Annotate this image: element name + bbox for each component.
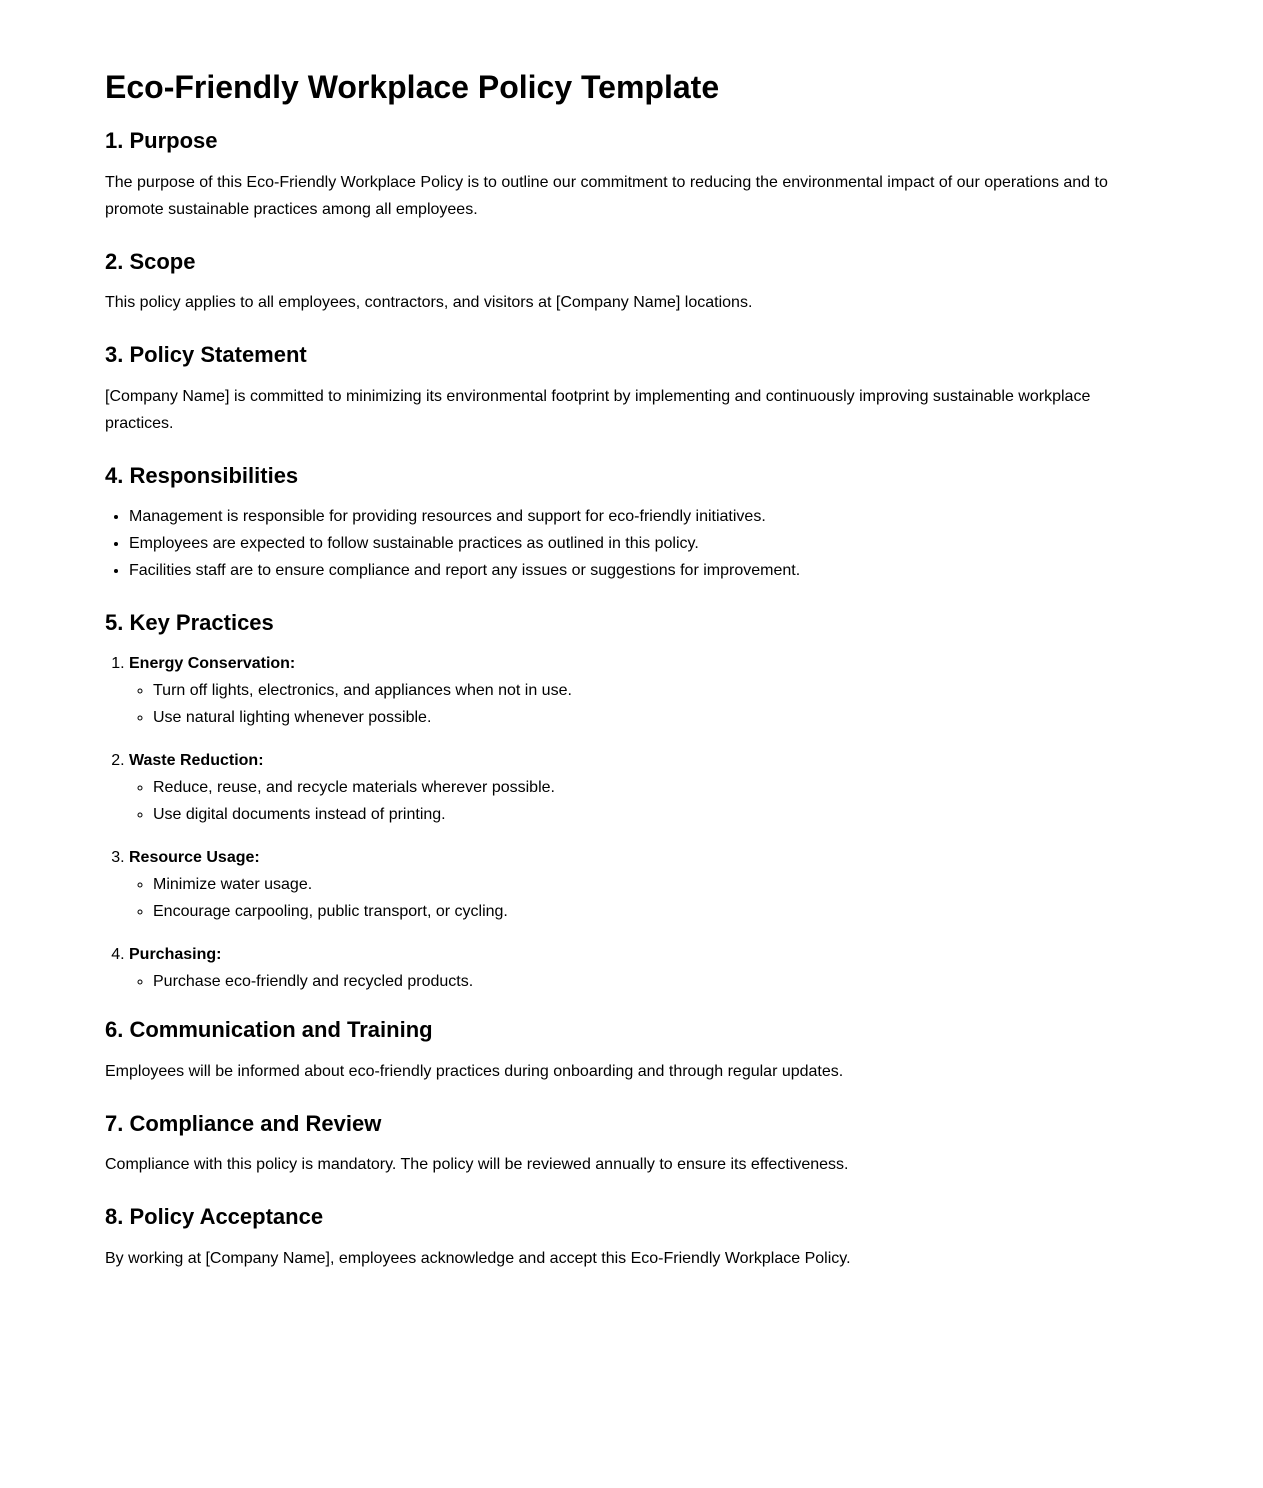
- section-purpose: [105, 128, 1145, 222]
- section-text: The purpose of this Eco-Friendly Workplace Policy is to outline our commitment to reducing the environmental impact of our operations and to promote sustainable practices among all employees.: [105, 173, 1108, 218]
- section-text: This policy applies to all employees, contractors, and visitors at [Company Name] locations.: [105, 294, 753, 312]
- practice-title: Energy Conservation:: [129, 655, 296, 673]
- practice-title: Purchasing:: [129, 946, 222, 964]
- list-item: • Employees are expected to follow sustainable practices as outlined in this policy.: [129, 530, 1145, 557]
- practice-item-resource: [129, 844, 1145, 925]
- section-text: Employees will be informed about eco-friendly practices during onboarding and through regular updates.: [105, 1062, 844, 1080]
- section-heading: 7. Compliance and Review: [105, 1110, 382, 1136]
- practices-list: [105, 650, 1145, 995]
- list-item: ◦ Use digital documents instead of printing.: [153, 801, 1145, 828]
- list-item: ◦ Minimize water usage.: [153, 871, 1145, 898]
- practice-item-purchasing: [129, 941, 1145, 995]
- practice-points: [129, 774, 1145, 828]
- list-item: • Management is responsible for providing resources and support for eco-friendly initiatives.: [129, 503, 1145, 530]
- section-text: [Company Name] is committed to minimizing its environmental footprint by implementing and continuously improving sustainable workplace practices.: [105, 387, 1091, 432]
- section-heading: 4. Responsibilities: [105, 462, 299, 488]
- list-item: • Facilities staff are to ensure compliance and report any issues or suggestions for improvement.: [129, 557, 1145, 584]
- section-key-practices: [105, 610, 1145, 995]
- section-compliance: [105, 1111, 1145, 1178]
- section-heading: 2. Scope: [105, 248, 196, 274]
- practice-title: Waste Reduction:: [129, 752, 264, 770]
- practice-title: Resource Usage:: [129, 849, 260, 867]
- list-item: ◦ Use natural lighting whenever possible.: [153, 704, 1145, 731]
- section-heading: 8. Policy Acceptance: [105, 1204, 324, 1230]
- section-heading: 3. Policy Statement: [105, 342, 307, 368]
- section-heading: 5. Key Practices: [105, 609, 274, 635]
- practice-points: [129, 968, 1145, 995]
- section-responsibilities: [105, 463, 1145, 584]
- practice-points: [129, 871, 1145, 925]
- practice-points: [129, 677, 1145, 731]
- section-heading: 1. Purpose: [105, 128, 218, 154]
- list-item: ◦ Reduce, reuse, and recycle materials wherever possible.: [153, 774, 1145, 801]
- responsibilities-list: [105, 503, 1145, 584]
- list-item: ◦ Turn off lights, electronics, and appliances when not in use.: [153, 677, 1145, 704]
- section-heading: 6. Communication and Training: [105, 1017, 433, 1043]
- section-text: Compliance with this policy is mandatory. The policy will be reviewed annually to ensure its effectiveness.: [105, 1156, 849, 1174]
- list-item: ◦ Encourage carpooling, public transport, or cycling.: [153, 898, 1145, 925]
- document-title: Eco-Friendly Workplace Policy Template: [105, 69, 720, 105]
- section-policy-statement: [105, 342, 1145, 436]
- practice-item-waste: [129, 747, 1145, 828]
- section-text: By working at [Company Name], employees acknowledge and accept this Eco-Friendly Workplace Policy.: [105, 1249, 851, 1267]
- list-item: ◦ Purchase eco-friendly and recycled products.: [153, 968, 1145, 995]
- section-scope: [105, 249, 1145, 316]
- practice-item-energy: [129, 650, 1145, 731]
- section-acceptance: [105, 1204, 1145, 1271]
- section-communication: [105, 1017, 1145, 1084]
